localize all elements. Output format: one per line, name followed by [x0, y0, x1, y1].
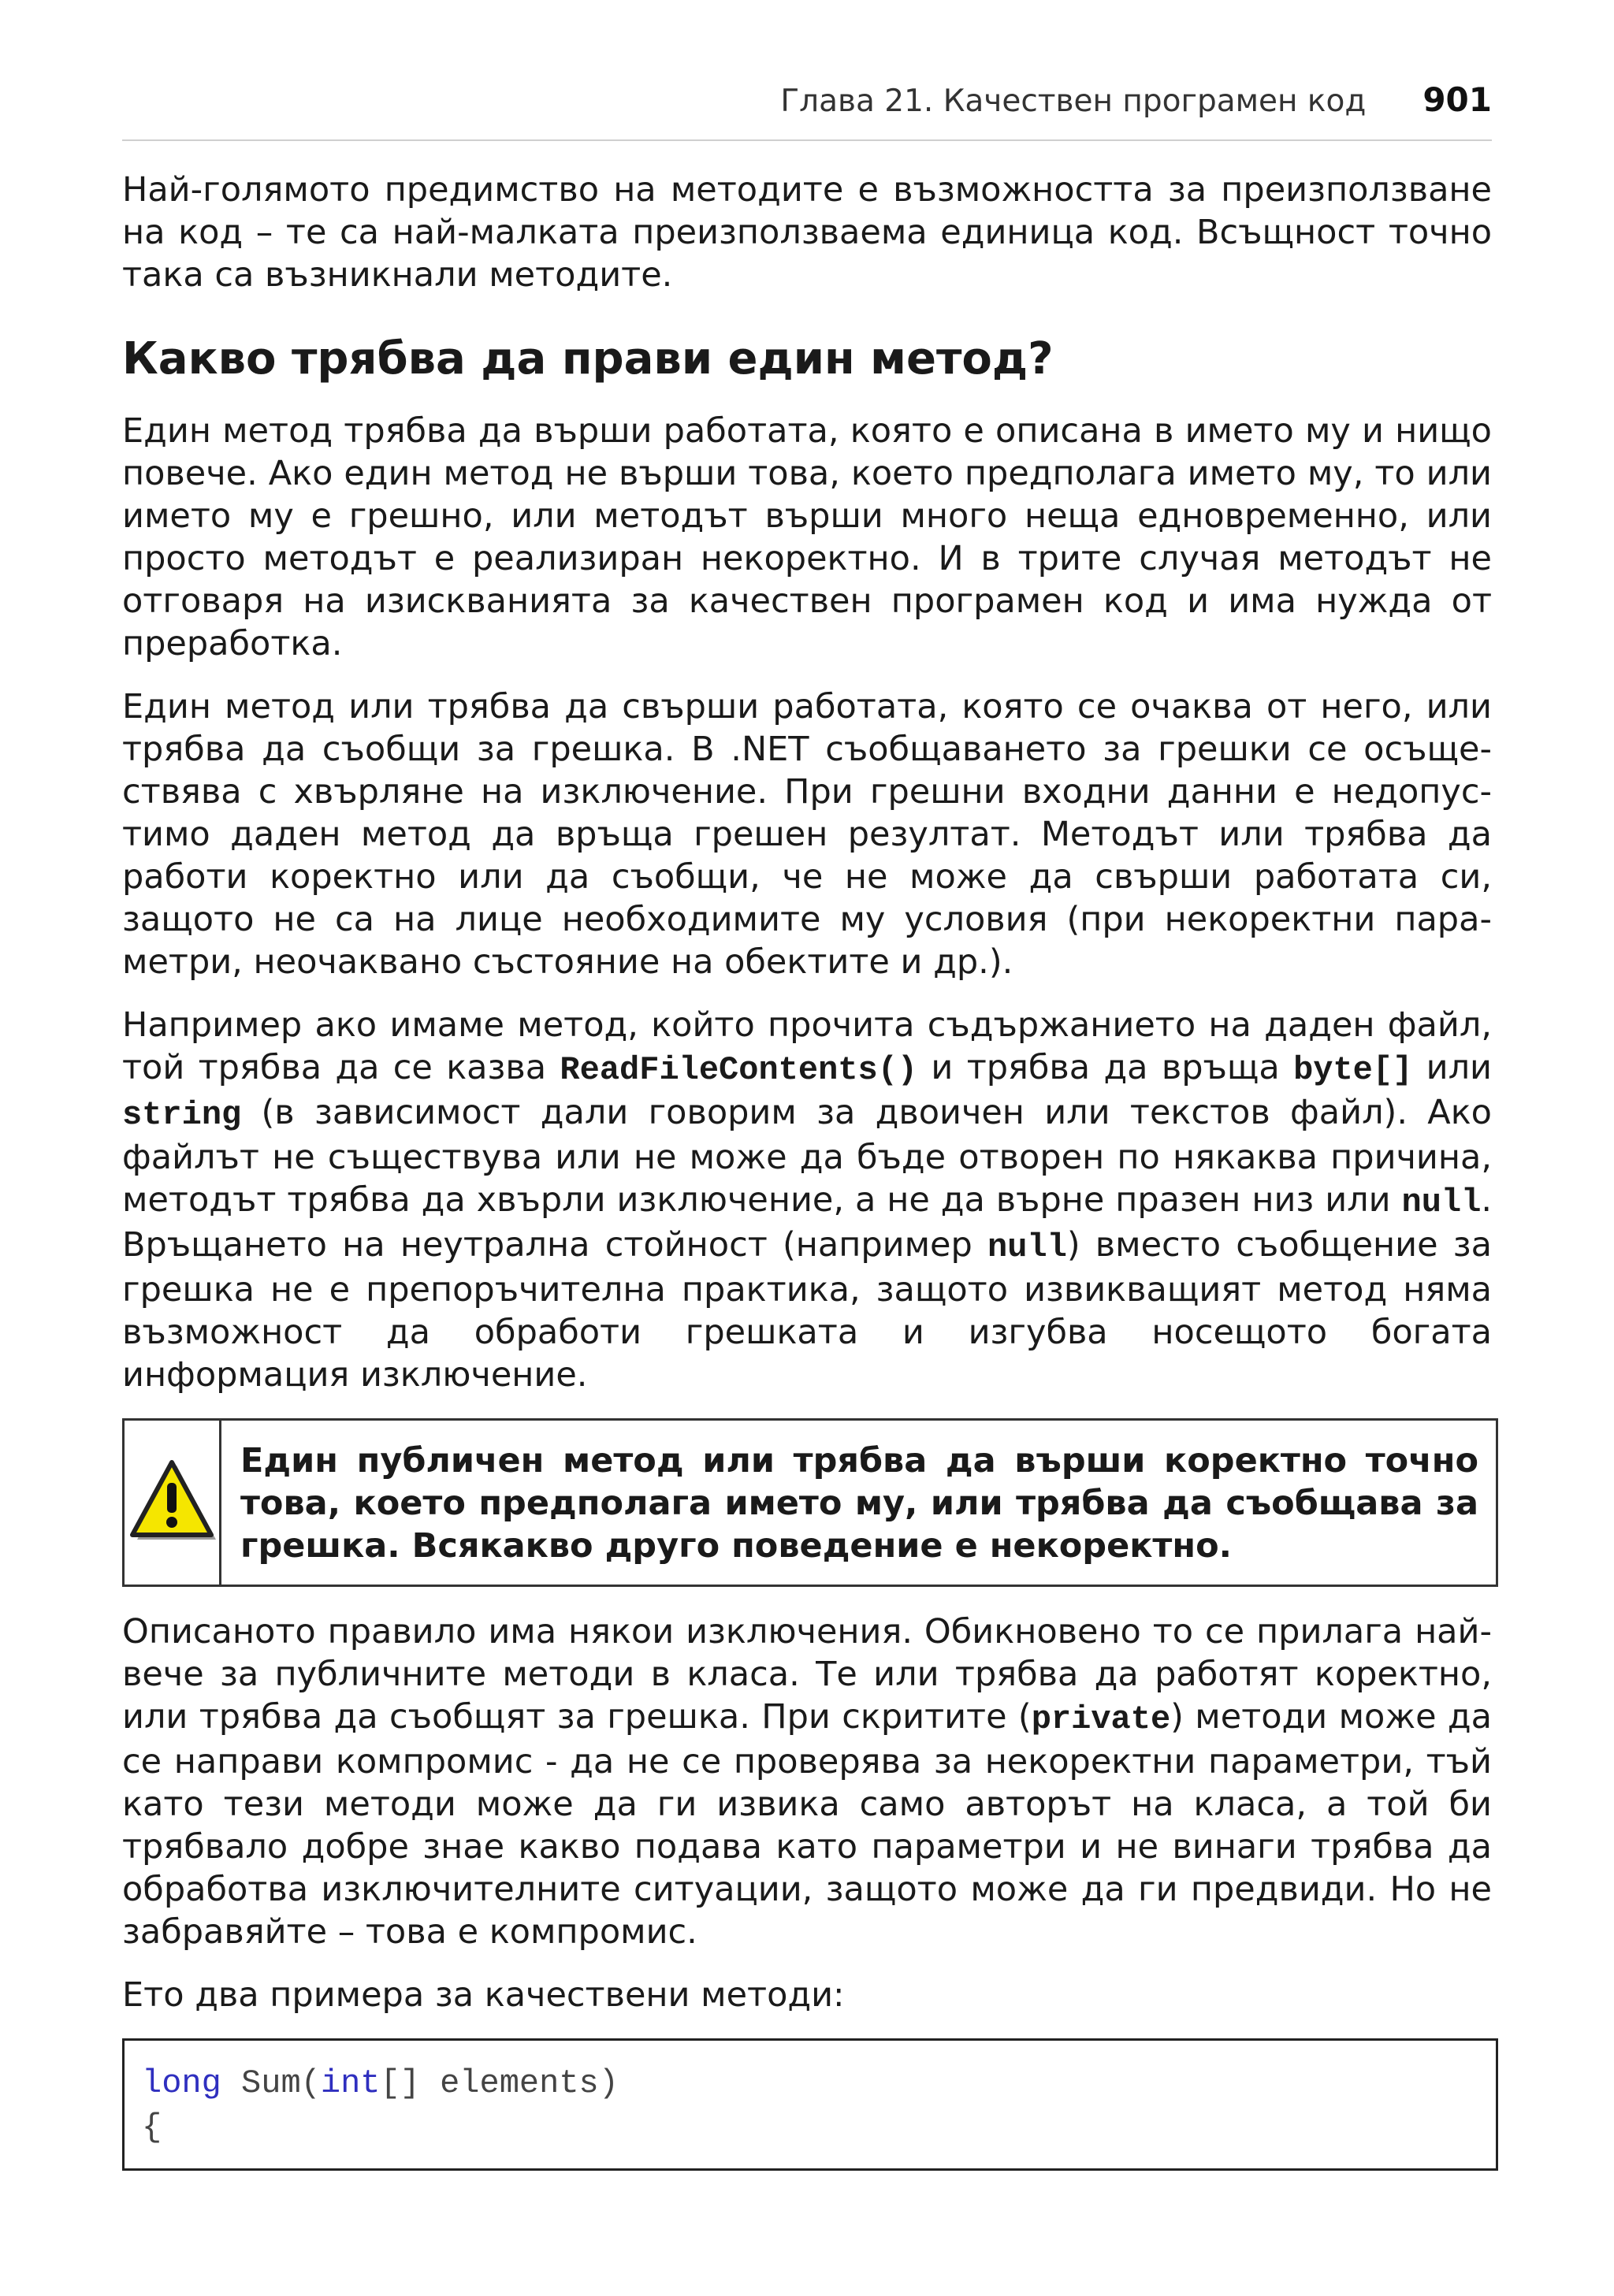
inline-code: string [122, 1096, 242, 1134]
inline-code: byte[] [1293, 1051, 1413, 1089]
inline-code: private [1031, 1700, 1171, 1738]
paragraph-5: Ето два примера за качествени методи: [122, 1975, 845, 2015]
text-run: и трябва да връща [917, 1048, 1294, 1087]
text-run: ) методи може да се направи компромис - да не се проверява за некоректни параметри, тъй като тези методи може да ги извика само авторът на класа, а той би трябвало добре знае какво подава като параметри и не винаги трябва да обработва изключителните ситуации, защото може да ги предвиди. Но не забравяйте – това е компромис. [122, 1697, 1492, 1952]
text-run: ) вместо съобщение за грешка не е препоръчителна практика, защото извикващият метод няма възможност да обработи грешката и изгубва носещото богата информация изключение. [122, 1225, 1492, 1395]
paragraph-3 [122, 1004, 1492, 1396]
warning-icon [125, 1459, 219, 1546]
code-keyword: long [142, 2064, 221, 2102]
code-text: { [142, 2108, 162, 2146]
header-rule [122, 139, 1492, 141]
inline-code: null [1401, 1183, 1482, 1221]
text-run: Описаното правило има някои изключения. Обикновено то се прилага най-вече за публичните методи в класа. Те или трябва да работят коректно, или трябва да съобщят за грешка. При скритите ( [122, 1612, 1492, 1737]
intro-paragraph: Най-голямото предимство на методите е възможността за преизползване на код – те са най-малката преизползваема единица код. Всъщност точно така са възникнали методите. [122, 170, 1492, 295]
text-run: Например ако имаме метод, който прочита съдържанието на даден файл, той трябва да се казва [122, 1005, 1492, 1087]
warning-note-box [122, 1418, 1498, 1587]
text-run: . Връщането на неутрална стойност (например [122, 1180, 1492, 1265]
paragraph-1: Един метод трябва да върши работата, която е описана в името му и нищо повече. Ако един метод не върши това, което предполага името му, то или името му е грешно, или методът върши много неща едновременно, или просто методът е реализиран некоректно. И в трите случая методът не отговаря на изискванията за качествен програмен код и има нужда от преработка. [122, 411, 1492, 663]
inline-code: null [987, 1228, 1067, 1266]
page-content [122, 169, 1492, 2171]
code-keyword: int [320, 2064, 381, 2102]
inline-code: ReadFileContents() [560, 1051, 918, 1089]
text-run: или [1412, 1048, 1492, 1087]
text-run: (в зависимост дали говорим за двоичен или текстов файл). Ако файлът не съществува или не може да бъде отворен по някаква причина, методът трябва да хвърли изключение, а не да върне празен низ или [122, 1093, 1492, 1220]
code-text: Sum( [221, 2064, 321, 2102]
warning-icon-cell [125, 1421, 221, 1585]
code-text: [] elements) [380, 2064, 619, 2102]
warning-note-text: Един публичен метод или трябва да върши коректно точно това, което предполага името му, или трябва да съобщава за грешка. Всякакво друго поведение е некоректно. [240, 1441, 1478, 1566]
paragraph-2: Един метод или трябва да свърши работата, която се очаква от него, или трябва да съобщи за грешка. В .NET съобщаването за грешки се осъществява с хвърляне на изключение. При грешни входни данни е недопустимо даден метод да връща грешен резултат. Методът или трябва да работи коректно или да съобщи, че не може да свърши работата си, защото не са на лице необходимите му условия (при некоректни параметри, неочаквано състояние на обектите и др.). [122, 687, 1492, 982]
running-header [122, 80, 1492, 119]
section-heading: Какво трябва да прави един метод? [122, 333, 1054, 385]
chapter-title: Глава 21. Качествен програмен код [780, 84, 1367, 119]
page-number: 901 [1422, 80, 1492, 119]
code-listing [122, 2038, 1498, 2171]
paragraph-4 [122, 1611, 1492, 1953]
